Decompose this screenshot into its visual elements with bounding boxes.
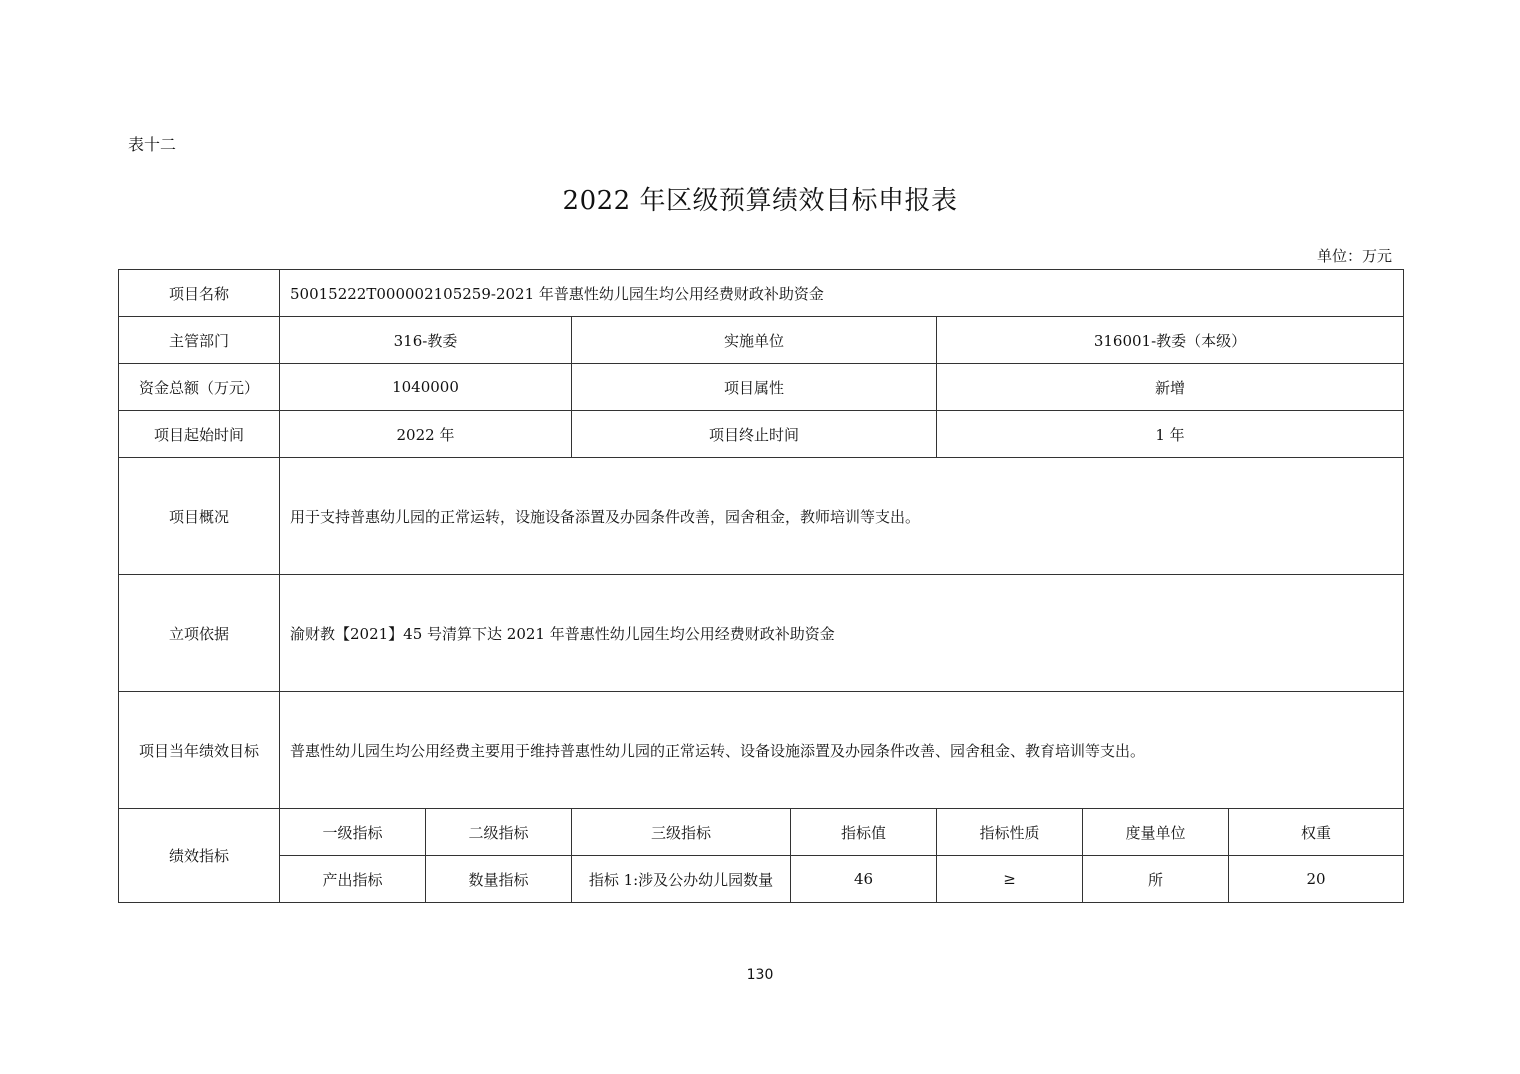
header-level2: 二级指标 — [426, 809, 572, 856]
row-basis — [119, 575, 1404, 692]
total-funds-value: 1040000 — [280, 364, 572, 411]
cell-nature: ≥ — [937, 856, 1083, 903]
document-title: 2022 年区级预算绩效目标申报表 — [562, 186, 958, 216]
page-number: 130 — [746, 967, 774, 983]
basis-label: 立项依据 — [119, 575, 280, 692]
annual-goal-label: 项目当年绩效目标 — [119, 692, 280, 809]
cell-level2: 数量指标 — [426, 856, 572, 903]
row-annual-goal — [119, 692, 1404, 809]
department-label: 主管部门 — [119, 317, 280, 364]
indicators-label: 绩效指标 — [119, 809, 280, 903]
cell-level3: 指标 1:涉及公办幼儿园数量 — [572, 856, 791, 903]
implementer-label: 实施单位 — [572, 317, 937, 364]
header-level3: 三级指标 — [572, 809, 791, 856]
header-nature: 指标性质 — [937, 809, 1083, 856]
unit-note: 单位：万元 — [1316, 247, 1392, 265]
row-department — [119, 317, 1404, 364]
end-time-label: 项目终止时间 — [572, 411, 937, 458]
project-attribute-value: 新增 — [937, 364, 1404, 411]
row-project-name — [119, 270, 1404, 317]
row-indicator-header — [119, 809, 1404, 856]
project-name-label: 项目名称 — [119, 270, 280, 317]
start-time-label: 项目起始时间 — [119, 411, 280, 458]
row-time — [119, 411, 1404, 458]
table-row — [119, 856, 1404, 903]
start-time-value: 2022 年 — [280, 411, 572, 458]
annual-goal-value: 普惠性幼儿园生均公用经费主要用于维持普惠性幼儿园的正常运转、设备设施添置及办园条件改善、园舍租金、教育培训等支出。 — [280, 692, 1404, 809]
end-time-value: 1 年 — [937, 411, 1404, 458]
implementer-value: 316001-教委（本级） — [937, 317, 1404, 364]
total-funds-label: 资金总额（万元） — [119, 364, 280, 411]
cell-weight: 20 — [1229, 856, 1404, 903]
cell-value: 46 — [791, 856, 937, 903]
cell-unit: 所 — [1083, 856, 1229, 903]
overview-label: 项目概况 — [119, 458, 280, 575]
header-value: 指标值 — [791, 809, 937, 856]
project-attribute-label: 项目属性 — [572, 364, 937, 411]
basis-value: 渝财教【2021】45 号清算下达 2021 年普惠性幼儿园生均公用经费财政补助资金 — [280, 575, 1404, 692]
header-level1: 一级指标 — [280, 809, 426, 856]
table-label: 表十二 — [128, 135, 177, 154]
header-unit: 度量单位 — [1083, 809, 1229, 856]
row-overview — [119, 458, 1404, 575]
project-name-value: 50015222T000002105259-2021 年普惠性幼儿园生均公用经费财政补助资金 — [280, 270, 1404, 317]
header-weight: 权重 — [1229, 809, 1404, 856]
row-funds — [119, 364, 1404, 411]
overview-value: 用于支持普惠幼儿园的正常运转，设施设备添置及办园条件改善，园舍租金，教师培训等支出。 — [280, 458, 1404, 575]
department-value: 316-教委 — [280, 317, 572, 364]
cell-level1: 产出指标 — [280, 856, 426, 903]
budget-performance-table — [118, 269, 1404, 903]
